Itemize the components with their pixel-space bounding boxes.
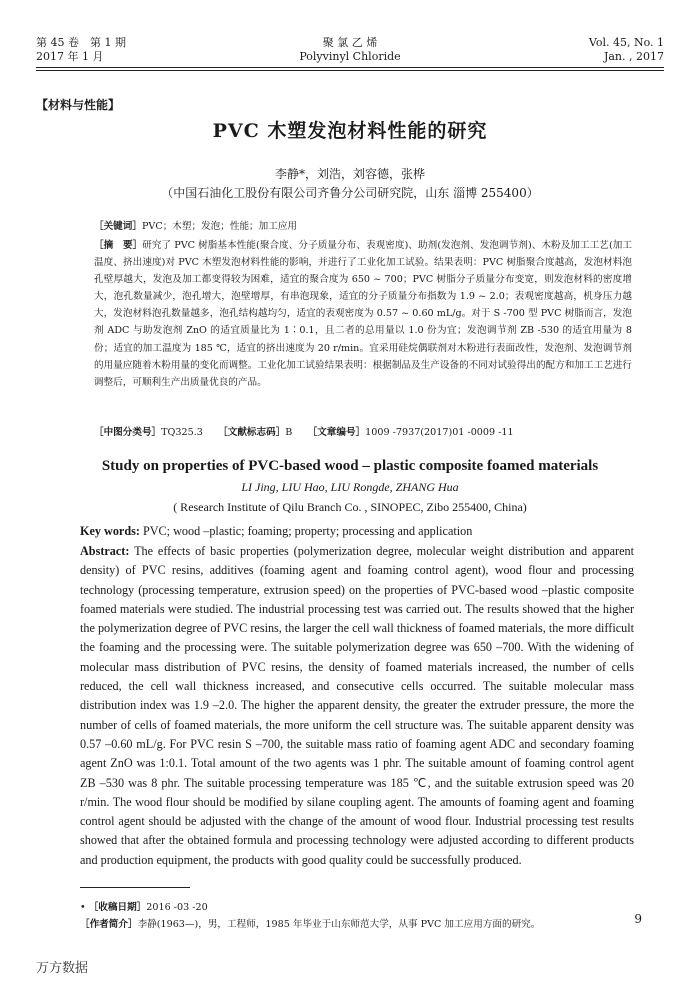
page-number: 9 [634, 912, 642, 926]
header-rule-bottom [36, 70, 664, 71]
abstract-cn-text: 研究了 PVC 树脂基本性能(聚合度、分子质量分布、表观密度)、助剂(发泡剂、发泡调节剂)、木粉及加工工艺(加工温度、挤出速度)对 PVC 木塑发泡材料性能的影响，并进行了工业化加工试验。结果表明：PVC 树脂聚合度越高，发泡材料泡孔壁厚越大，发泡及加工都变得较为困难，适宜的聚合度为 650 ~ 700；PVC 树脂分子质量分布变宽，则发泡材料的密度增大，泡孔数量减少，泡孔增大，泡壁增厚，有串泡现象，适宜的分子质量分布指数为 1.9 ~ 2.0；表观密度越高，机身压力越大，发泡材料泡孔数量越多，泡孔结构越均匀，适宜的表观密度为 0.57 ~ 0.60 mL/g。对于 S -700 型 PVC 树脂而言，发泡剂 ADC 与助发泡剂 ZnO 的适宜质量比为 1∶0.1，且二者的总用量以 1.0 份为宜；发泡调节剂 ZB -530 的适宜用量为 8 份；适宜的加工温度为 185 ℃，适宜的挤出速度为 20 r/min。宜采用硅烷偶联剂对木粉进行表面改性，发泡剂、发泡调节剂的用量应随着木粉用量的变化而调整。工业化加工试验结果表明：根据制品及生产设备的不同对试验得出的配方和加工工艺进行调整后，可顺利生产出质量优良的产品。 [94, 240, 632, 388]
footnote-rule [80, 887, 190, 888]
doc-code-value: B [285, 427, 293, 438]
keywords-cn [94, 218, 632, 235]
volume-issue-line: 第 45 卷 第 1 期 [36, 36, 126, 49]
footnote-received [80, 900, 640, 915]
keywords-en-text: PVC; wood –plastic; foaming; property; processing and application [142, 524, 473, 538]
footnote-author [80, 917, 640, 932]
author-bio-label: ［作者简介］ [80, 919, 138, 930]
affiliation-en: ( Research Institute of Qilu Branch Co. , SINOPEC, Zibo 255400, China) [173, 500, 527, 514]
journal-name-en: Polyvinyl Chloride [299, 50, 401, 63]
keywords-cn-text: PVC；木塑；发泡；性能；加工应用 [141, 221, 298, 232]
classification-line [94, 424, 632, 441]
journal-name-cn: 聚 氯 乙 烯 [322, 36, 378, 49]
article-no-label: ［文章编号］ [307, 427, 366, 438]
received-value: 2016 -03 -20 [146, 902, 208, 913]
abstract-en-label: Abstract: [80, 544, 130, 558]
received-label: ［收稿日期］ [88, 902, 147, 913]
affiliation-cn: （中国石油化工股份有限公司齐鲁分公司研究院，山东 淄博 255400） [161, 186, 539, 200]
abstract-en-text: The effects of basic properties (polymerization degree, molecular weight distribution and apparent density) of PVC resins, additives (foaming agent and foaming control agent), wood flour and processing technology (processing temperature, extrusion speed) on the properties of PVC-based wood –plastic composite foamed materials were studied. The industrial processing test was carried out. The results showed that the higher the polymerization degree of PVC resins, the larger the cell wall thickness of foamed materials, the more difficult the foaming and the processing were. The suitable polymerization degree was 650 –700. With the widening of molecular mass distribution of PVC resins, the density of foamed materials increased, the number of cells reduced, the cell wall thickness increased, and consecutive cells occurred. The suitable molecular mass distribution index was 1.9 –2.0. The higher the apparent density, the greater the extruder pressure, the more the number of cells of foamed materials, the more uniform the cell structure was. The suitable apparent density was 0.57 –0.60 mL/g. For PVC resin S –700, the suitable mass ratio of foaming agent ADC and secondary foaming agent ZnO was 1:0.1. Total amount of the two agents was 1 phr. The suitable amount of foaming control agent ZB –530 was 8 phr. The suitable processing temperature was 185 ℃, and the suitable extrusion speed was 20 r/min. The wood flour should be modified by silane coupling agent. The amounts of foaming agent and foaming control agent should be adjusted with the change of the amount of wood flour. Industrial processing test results showed that after the obtained formula and processing technology were adjusted according to different products and production equipment, the products with good quality could be successfully produced. [80, 544, 634, 867]
article-title-cn: PVC 木塑发泡材料性能的研究 [212, 120, 488, 142]
section-tag: 【材料与性能】 [36, 98, 121, 112]
abstract-cn-label: ［摘 要］ [94, 240, 143, 251]
doc-code-label: ［文献标志码］ [218, 427, 286, 438]
abstract-en [80, 542, 634, 870]
article-no-value: 1009 -7937(2017)01 -0009 -11 [365, 427, 514, 438]
header-rule-top [36, 67, 664, 68]
journal-volume-en [589, 36, 664, 64]
keywords-en-label: Key words: [80, 524, 140, 538]
volume-en-line: Vol. 45, No. 1 [588, 36, 664, 49]
article-title-en: Study on properties of PVC-based wood – plastic composite foamed materials [101, 458, 599, 474]
wanfang-watermark: 万方数据 [36, 961, 89, 976]
keywords-en [80, 522, 634, 541]
keywords-cn-label: ［关键词］ [94, 221, 142, 232]
abstract-cn [94, 237, 632, 391]
author-bio-value: 李静(1963—)，男，工程师，1985 年毕业于山东师范大学，从事 PVC 加工应用方面的研究。 [137, 919, 541, 930]
footnote-bullet: • [80, 902, 89, 913]
clc-label: ［中图分类号］ [94, 427, 162, 438]
date-en-line: Jan. , 2017 [603, 50, 664, 63]
year-month-line: 2017 年 1 月 [36, 50, 104, 63]
authors-cn: 李静*，刘浩，刘容德，张桦 [274, 167, 425, 181]
authors-en: LI Jing, LIU Hao, LIU Rongde, ZHANG Hua [241, 480, 459, 494]
clc-value: TQ325.3 [161, 427, 203, 438]
